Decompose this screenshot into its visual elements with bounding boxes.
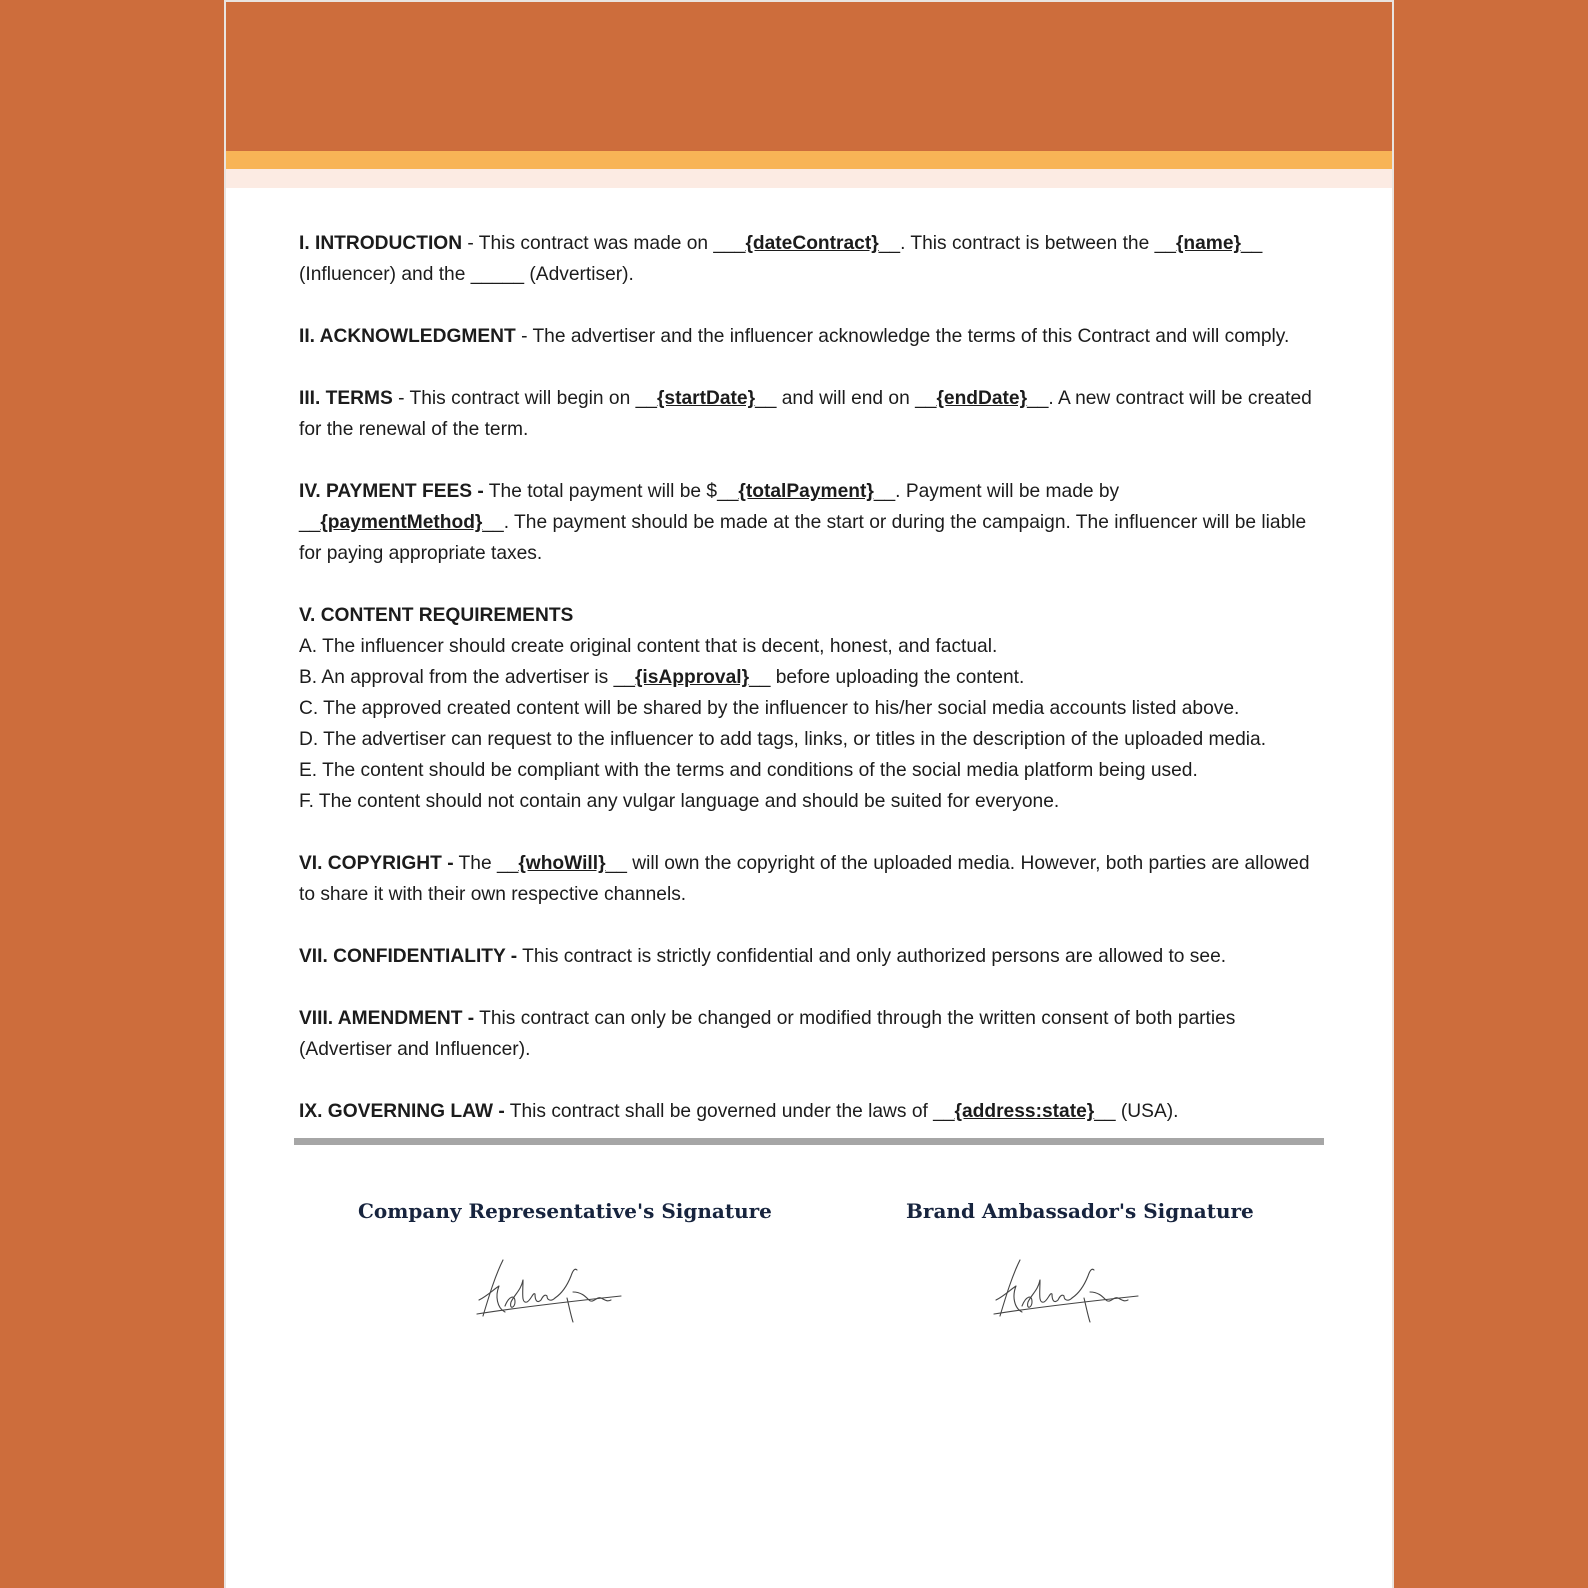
field-end-date[interactable]: {endDate}: [936, 388, 1028, 409]
section-confidentiality: VII. CONFIDENTIALITY - This contract is strictly confidential and only authorized persons are allowed to see.: [299, 946, 1227, 967]
field-name[interactable]: {name}: [1175, 233, 1242, 254]
requirement-item-a: A. The influencer should create original content that is decent, honest, and factual.: [299, 636, 998, 657]
field-start-date[interactable]: {startDate}: [656, 388, 756, 409]
field-address-state[interactable]: {address:state}: [954, 1101, 1095, 1122]
section-heading: II. ACKNOWLEDGMENT: [299, 326, 516, 347]
tint-band: [226, 169, 1392, 188]
section-heading: I. INTRODUCTION: [299, 233, 463, 254]
field-who-will[interactable]: {whoWill}: [518, 853, 606, 874]
section-heading: VII. CONFIDENTIALITY -: [299, 946, 518, 967]
section-amendment: VIII. AMENDMENT - This contract can only be changed or modified through the written consent of both parties (Advertiser and Influencer).: [299, 1008, 1236, 1060]
section-heading: III. TERMS: [299, 388, 393, 409]
accent-band: [226, 151, 1392, 169]
company-representative-signature-title: Company Representative's Signature: [358, 1199, 772, 1223]
section-heading: VI. COPYRIGHT -: [299, 853, 454, 874]
field-is-approval[interactable]: {isApproval}: [634, 667, 750, 688]
requirement-item-e: E. The content should be compliant with the terms and conditions of the social media platform being used.: [299, 760, 1198, 781]
section-governing-law: IX. GOVERNING LAW - This contract shall be governed under the laws of __{address:state}__ (USA).: [299, 1101, 1179, 1122]
section-heading: IX. GOVERNING LAW -: [299, 1101, 505, 1122]
header-band: [226, 2, 1392, 151]
requirement-item-d: D. The advertiser can request to the influencer to add tags, links, or titles in the description of the uploaded media.: [299, 729, 1267, 750]
section-payment-fees: IV. PAYMENT FEES - The total payment will be $__{totalPayment}__. Payment will be made by __{paymentMethod}__. The payment should be made at the start or during the campaign. The influencer will be liable for paying appropriate taxes.: [299, 481, 1307, 564]
section-copyright: VI. COPYRIGHT - The __{whoWill}__ will own the copyright of the uploaded media. However, both parties are allowed to share it with their own respective channels.: [299, 853, 1310, 905]
section-acknowledgment: II. ACKNOWLEDGMENT - The advertiser and the influencer acknowledge the terms of this Contract and will comply.: [299, 326, 1290, 347]
signature-divider: [294, 1138, 1324, 1145]
brand-ambassador-signature-title: Brand Ambassador's Signature: [906, 1199, 1254, 1223]
section-terms: III. TERMS - This contract will begin on __{startDate}__ and will end on __{endDate}__. A new contract will be created for the renewal of the term.: [299, 388, 1312, 440]
section-heading: VIII. AMENDMENT -: [299, 1008, 475, 1029]
section-content-requirements: [299, 600, 1329, 631]
section-introduction: I. INTRODUCTION - This contract was made on ___{dateContract}__. This contract is between the __{name}__ (Influencer) and the _____ (Advertiser).: [299, 233, 1263, 285]
field-total-payment[interactable]: {totalPayment}: [738, 481, 874, 502]
field-date-contract[interactable]: {dateContract}: [745, 233, 879, 254]
field-payment-method[interactable]: {paymentMethod}: [320, 512, 483, 533]
requirement-item-b: B. An approval from the advertiser is __{isApproval}__ before uploading the content.: [299, 667, 1025, 688]
section-heading: V. CONTENT REQUIREMENTS: [299, 605, 574, 626]
section-heading: IV. PAYMENT FEES -: [299, 481, 484, 502]
company-representative-signature-image: [475, 1256, 625, 1326]
contract-body: [299, 228, 1329, 1158]
requirement-item-c: C. The approved created content will be shared by the influencer to his/her social media accounts listed above.: [299, 698, 1240, 719]
requirement-item-f: F. The content should not contain any vulgar language and should be suited for everyone.: [299, 791, 1060, 812]
brand-ambassador-signature-image: [992, 1256, 1142, 1326]
